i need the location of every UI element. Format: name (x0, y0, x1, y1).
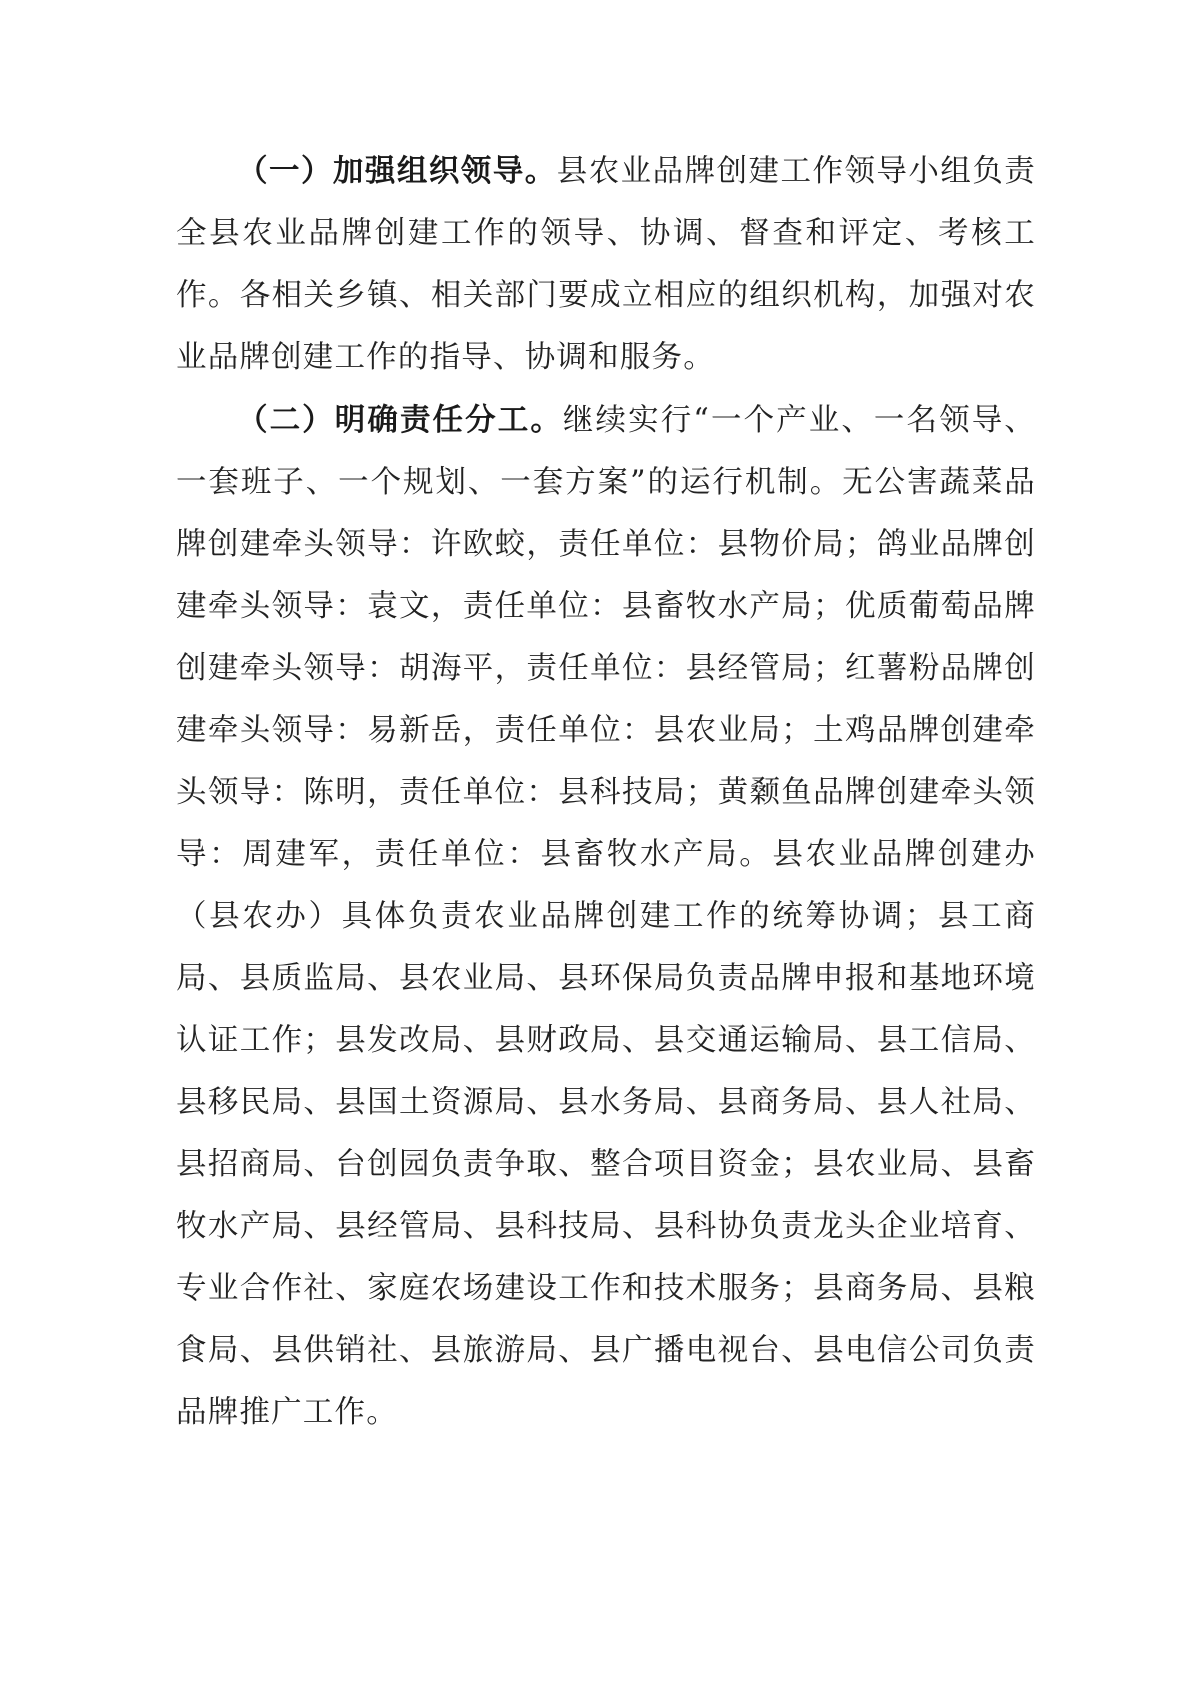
paragraph-organization-leadership (176, 140, 1036, 389)
paragraph-text: 县农业品牌创建工作领导小组负责全县农业品牌创建工作的领导、协调、督查和评定、考核工作。各相关乡镇、相关部门要成立相应的组织机构，加强对农业品牌创建工作的指导、协调和服务。 (176, 154, 1037, 375)
paragraph-heading: （一）加强组织领导。 (237, 153, 557, 189)
paragraph-heading: （二）明确责任分工。 (237, 402, 563, 438)
document-body (176, 140, 1036, 1444)
paragraph-text: 继续实行“一个产业、一名领导、一套班子、一个规划、一套方案”的运行机制。无公害蔬菜品牌创建牵头领导：许欧蛟，责任单位：县物价局；鸽业品牌创建牵头领导：袁文，责任单位：县畜牧水产局；优质葡萄品牌创建牵头领导：胡海平，责任单位：县经管局；红薯粉品牌创建牵头领导：易新岳，责任单位：县农业局；土鸡品牌创建牵头领导：陈明，责任单位：县科技局；黄颡鱼品牌创建牵头领导：周建军，责任单位：县畜牧水产局。县农业品牌创建办（县农办）具体负责农业品牌创建工作的统筹协调；县工商局、县质监局、县农业局、县环保局负责品牌申报和基地环境认证工作；县发改局、县财政局、县交通运输局、县工信局、县移民局、县国土资源局、县水务局、县商务局、县人社局、县招商局、台创园负责争取、整合项目资金；县农业局、县畜牧水产局、县经管局、县科技局、县科协负责龙头企业培育、专业合作社、家庭农场建设工作和技术服务；县商务局、县粮食局、县供销社、县旅游局、县广播电视台、县电信公司负责品牌推广工作。 (176, 403, 1037, 1430)
paragraph-responsibility-division (176, 389, 1036, 1444)
